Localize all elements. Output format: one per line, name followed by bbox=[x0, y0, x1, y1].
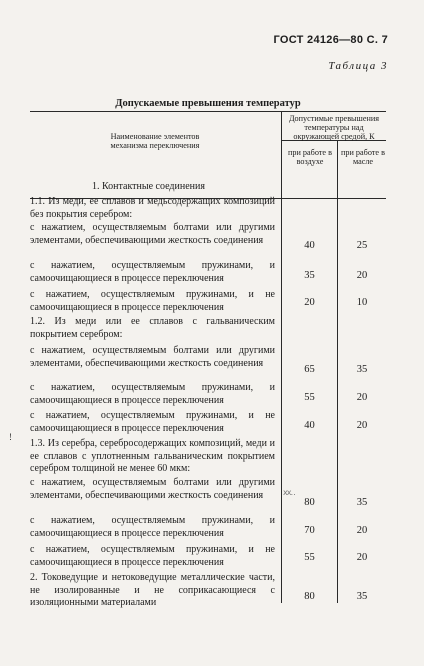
section-subheading: 1.2. Из меди или ее сплавов с гальваническим покрытием серебром: bbox=[30, 316, 275, 340]
row-text: 2. Токоведущие и нетоковедущие металлические части, не изолированные и не соприкасающиеся с изоляционными материалами bbox=[30, 572, 275, 608]
row-text: с нажатием, осуществляемым пружинами, и не самоочищающиеся в процессе переключения bbox=[30, 544, 275, 568]
table-top-rule bbox=[30, 111, 386, 112]
value-oil: 20 bbox=[356, 270, 368, 281]
row-text: с нажатием, осуществляемым болтами или другими элементами, обеспечивающими жесткость соединения bbox=[30, 345, 275, 369]
row-text: с нажатием, осуществляемым болтами или другими элементами, обеспечивающими жесткость соединения bbox=[30, 477, 275, 501]
row-text: с нажатием, осуществляемым пружинами, и не самоочищающиеся в процессе переключения bbox=[30, 410, 275, 434]
row-text: с нажатием, осуществляемым пружинами, и самоочищающиеся в процессе переключения bbox=[30, 382, 275, 406]
value-oil: 35 bbox=[356, 364, 368, 375]
value-air: 55 bbox=[304, 392, 315, 403]
row-text: с нажатием, осуществляемым пружинами, и самоочищающиеся в процессе переключения bbox=[30, 260, 275, 284]
value-air: 40 bbox=[304, 420, 315, 431]
table-title: Допускаемые превышения температур bbox=[115, 98, 301, 109]
value-air: 35 bbox=[304, 270, 315, 281]
scan-smudge: ⅹⅹ‥ bbox=[283, 488, 295, 497]
value-air: 65 bbox=[304, 364, 315, 375]
column-header-group: Допустимые превышения температуры над окружающей средой, К bbox=[288, 114, 380, 141]
table-number: Таблица 3 bbox=[328, 60, 388, 72]
value-air: 40 bbox=[304, 240, 315, 251]
value-oil: 20 bbox=[356, 552, 368, 563]
scan-margin-mark: ! bbox=[9, 432, 12, 442]
section-subheading: 1.1. Из меди, ее сплавов и медьсодержащих композиций без покрытия серебром: bbox=[30, 196, 275, 220]
value-oil: 20 bbox=[356, 392, 368, 403]
value-oil: 35 bbox=[356, 497, 368, 508]
section-heading: 1. Контактные соединения bbox=[92, 181, 205, 192]
value-oil: 20 bbox=[356, 525, 368, 536]
value-oil: 25 bbox=[356, 240, 368, 251]
row-text: с нажатием, осуществляемым болтами или другими элементами, обеспечивающими жесткость соединения bbox=[30, 222, 275, 246]
row-text: с нажатием, осуществляемым пружинами, и самоочищающиеся в процессе переключения bbox=[30, 515, 275, 539]
row-text: с нажатием, осуществляемым пружинами, и не самоочищающиеся в процессе переключения bbox=[30, 289, 275, 313]
value-air: 80 bbox=[304, 591, 315, 602]
value-air: 80 bbox=[304, 497, 315, 508]
value-oil: 35 bbox=[356, 591, 368, 602]
value-air: 70 bbox=[304, 525, 315, 536]
value-air: 20 bbox=[304, 297, 315, 308]
column-header-element: Наименование элементов механизма переключения bbox=[110, 132, 200, 150]
document-header: ГОСТ 24126—80 С. 7 bbox=[273, 34, 388, 46]
column-header-air: при работе в воздухе bbox=[288, 148, 332, 166]
column-header-oil: при работе в масле bbox=[341, 148, 385, 166]
value-oil: 20 bbox=[356, 420, 368, 431]
section-subheading: 1.3. Из серебра, серебросодержащих композиций, меди и ее сплавов с уплотненным гальваническим покрытием серебром толщиной не менее 60 мкм: bbox=[30, 438, 275, 474]
value-oil: 10 bbox=[356, 297, 368, 308]
value-air: 55 bbox=[304, 552, 315, 563]
